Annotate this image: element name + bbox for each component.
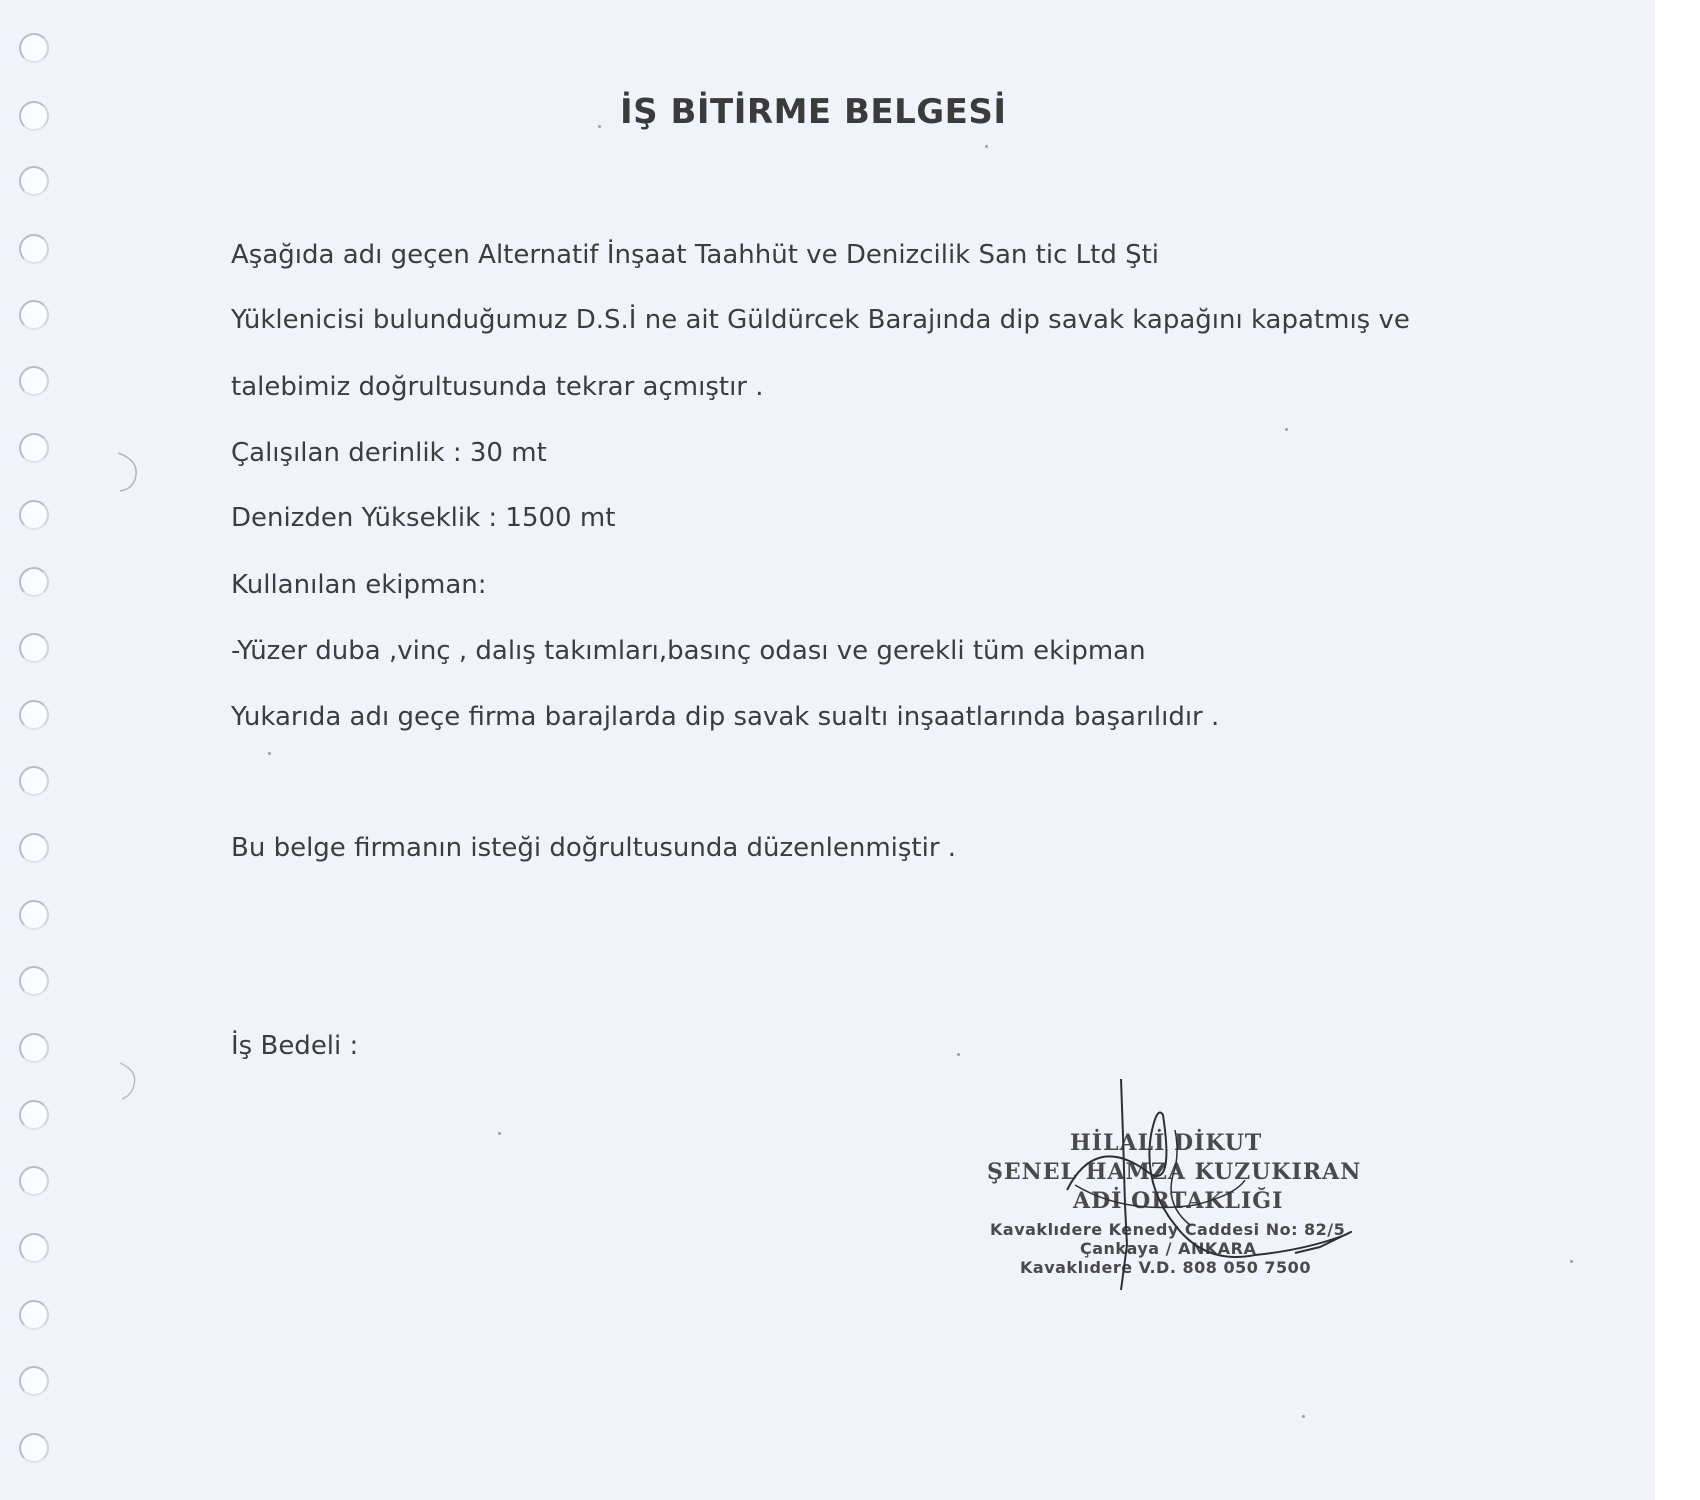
dust-speck bbox=[498, 1132, 501, 1135]
binder-hole-icon bbox=[19, 1100, 49, 1130]
stamp-line-5: Çankaya / ANKARA bbox=[1080, 1239, 1257, 1258]
paragraph-line-1: Aşağıda adı geçen Alternatif İnşaat Taahhüt ve Denizcilik San tic Ltd Şti bbox=[231, 240, 1160, 270]
binder-hole-icon bbox=[19, 166, 49, 196]
stamp-line-1: HİLALİ DİKUT bbox=[1070, 1130, 1263, 1156]
binder-hole-icon bbox=[19, 101, 49, 131]
stamp-line-6: Kavaklıdere V.D. 808 050 7500 bbox=[1020, 1258, 1311, 1277]
binder-hole-icon bbox=[19, 234, 49, 264]
binder-hole-icon bbox=[19, 500, 49, 530]
scan-mark-icon bbox=[108, 445, 148, 495]
depth-line: Çalışılan derinlik : 30 mt bbox=[231, 438, 547, 468]
binder-hole-icon bbox=[19, 1433, 49, 1463]
binder-hole-icon bbox=[19, 1300, 49, 1330]
binder-hole-icon bbox=[19, 1166, 49, 1196]
dust-speck bbox=[1570, 1260, 1573, 1263]
document-title: İŞ BİTİRME BELGESİ bbox=[620, 92, 1007, 132]
dust-speck bbox=[957, 1053, 960, 1056]
stamp-line-2: ŞENEL HAMZA KUZUKIRAN bbox=[987, 1159, 1362, 1185]
binder-hole-icon bbox=[19, 1233, 49, 1263]
binder-hole-icon bbox=[19, 33, 49, 63]
dust-speck bbox=[1302, 1415, 1305, 1418]
binder-hole-icon bbox=[19, 433, 49, 463]
binder-hole-icon bbox=[19, 766, 49, 796]
binder-hole-icon bbox=[19, 633, 49, 663]
scan-margin bbox=[1655, 0, 1700, 1500]
binder-hole-icon bbox=[19, 833, 49, 863]
success-statement: Yukarıda adı geçe firma barajlarda dip savak sualtı inşaatlarında başarılıdır . bbox=[231, 702, 1220, 732]
paragraph-line-2: Yüklenicisi bulunduğumuz D.S.İ ne ait Güldürcek Barajında dip savak kapağını kapatmış ve bbox=[231, 305, 1410, 335]
scan-mark-icon bbox=[108, 1055, 148, 1105]
binder-hole-icon bbox=[19, 966, 49, 996]
binder-hole-icon bbox=[19, 1366, 49, 1396]
signature-icon bbox=[975, 1075, 1395, 1295]
binder-hole-icon bbox=[19, 900, 49, 930]
binder-hole-icon bbox=[19, 1033, 49, 1063]
issued-note: Bu belge firmanın isteği doğrultusunda düzenlenmiştir . bbox=[231, 833, 957, 863]
altitude-line: Denizden Yükseklik : 1500 mt bbox=[231, 503, 616, 533]
binder-hole-icon bbox=[19, 567, 49, 597]
fee-label: İş Bedeli : bbox=[231, 1031, 359, 1061]
binder-hole-icon bbox=[19, 700, 49, 730]
paragraph-line-3: talebimiz doğrultusunda tekrar açmıştır . bbox=[231, 372, 764, 402]
stamp-line-3: ADİ ORTAKLIĞI bbox=[1073, 1188, 1284, 1214]
binder-hole-icon bbox=[19, 366, 49, 396]
dust-speck bbox=[598, 125, 601, 128]
dust-speck bbox=[1285, 428, 1288, 431]
equipment-list: -Yüzer duba ,vinç , dalış takımları,basınç odası ve gerekli tüm ekipman bbox=[231, 636, 1146, 666]
equipment-label: Kullanılan ekipman: bbox=[231, 570, 487, 600]
binder-hole-icon bbox=[19, 300, 49, 330]
stamp-line-4: Kavaklıdere Kenedy Caddesi No: 82/5 bbox=[990, 1220, 1346, 1239]
dust-speck bbox=[268, 752, 271, 755]
dust-speck bbox=[985, 145, 988, 148]
company-stamp bbox=[975, 1075, 1395, 1295]
